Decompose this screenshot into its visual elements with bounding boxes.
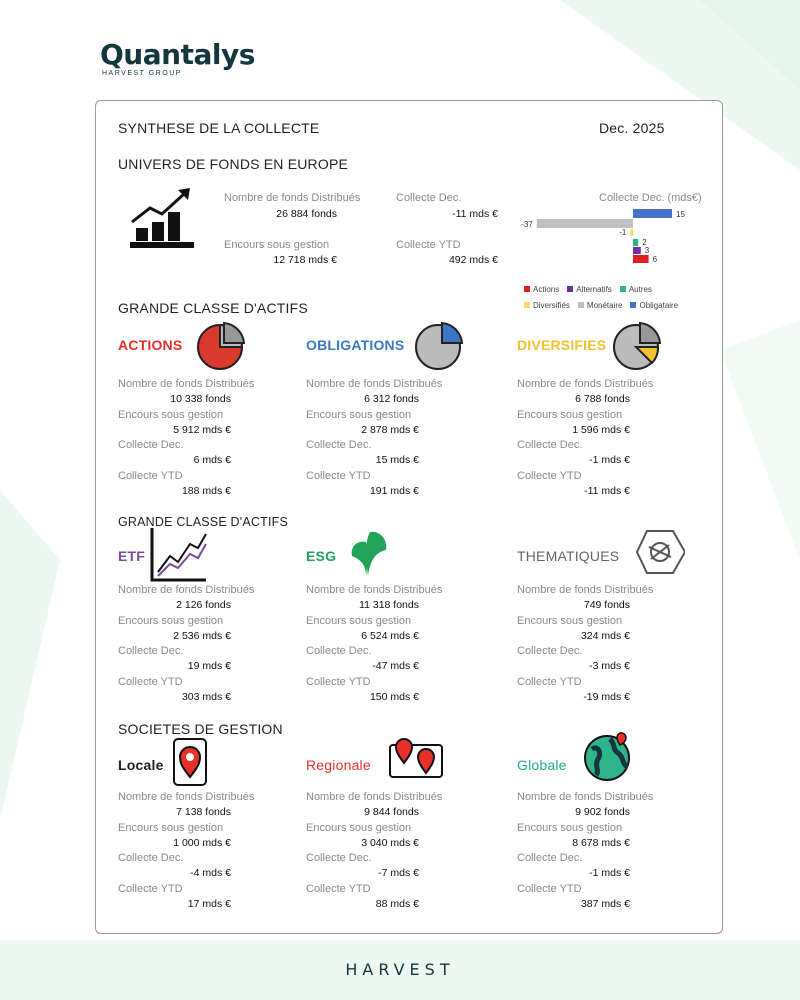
encours-value: 2 536 mds € [173, 629, 231, 642]
ytd-label: Collecte YTD [517, 469, 582, 482]
bar-label-monétaire: -37 [521, 220, 533, 229]
encours-label: Encours sous gestion [306, 821, 412, 834]
section1-item2-title: OBLIGATIONS [306, 337, 405, 353]
dec-value: -1 mds € [589, 867, 630, 879]
section1-item3-title: DIVERSIFIES [517, 337, 607, 353]
ytd-label: Collecte YTD [118, 675, 183, 688]
dec-value: 6 mds € [193, 454, 231, 466]
nb-label: Nombre de fonds Distribués [517, 584, 654, 596]
summary-card [95, 100, 723, 934]
encours-label: Encours sous gestion [306, 408, 412, 421]
ytd-value: 150 mds € [369, 690, 419, 703]
section2-item2-title: ESG [306, 548, 337, 564]
encours-label: Encours sous gestion [517, 821, 623, 834]
ytd-label: Collecte YTD [306, 675, 371, 688]
nb-value: 2 126 fonds [176, 599, 231, 611]
univers-title: UNIVERS DE FONDS EN EUROPE [118, 156, 349, 172]
ytd-label: Collecte YTD [118, 469, 183, 482]
collecte-bar-chart [508, 205, 708, 267]
encours-label: Encours sous gestion [517, 614, 623, 627]
leaf-icon [346, 526, 390, 578]
chart-title: Collecte Dec. (mds€) [599, 192, 702, 204]
ytd-value: 188 mds € [181, 484, 231, 497]
univers-encours-value: 12 718 mds € [273, 254, 337, 266]
nb-value: 7 138 fonds [176, 806, 231, 818]
bar-label-alternatifs: 3 [644, 246, 650, 255]
nb-label: Nombre de fonds Distribués [517, 378, 654, 390]
dec-value: 19 mds € [187, 660, 231, 672]
pie-chart-icon [414, 321, 466, 373]
univers-encours-label: Encours sous gestion [224, 239, 330, 251]
dec-value: -1 mds € [589, 454, 630, 466]
encours-label: Encours sous gestion [118, 821, 224, 834]
ytd-label: Collecte YTD [118, 882, 183, 895]
univers-ytd-value: 492 mds € [448, 254, 498, 266]
nb-value: 9 844 fonds [364, 806, 419, 818]
ytd-value: 303 mds € [181, 690, 231, 703]
encours-value: 8 678 mds € [572, 836, 630, 849]
nb-label: Nombre de fonds Distribués [118, 791, 255, 803]
nb-label: Nombre de fonds Distribués [118, 378, 255, 390]
dec-label: Collecte Dec. [118, 439, 184, 451]
growth-chart-icon [126, 186, 198, 252]
encours-value: 1 000 mds € [173, 836, 231, 849]
legend-swatch [630, 302, 636, 308]
dec-label: Collecte Dec. [118, 852, 184, 864]
encours-value: 5 912 mds € [173, 423, 231, 436]
ytd-value: -11 mds € [584, 484, 630, 497]
ytd-label: Collecte YTD [306, 882, 371, 895]
dec-label: Collecte Dec. [306, 645, 372, 657]
bar-diversifiés [630, 229, 633, 236]
map-pins-icon [388, 735, 444, 779]
dec-value: -47 mds € [372, 660, 419, 672]
legend-swatch [524, 286, 530, 292]
bar-actions [633, 255, 649, 263]
dec-value: -4 mds € [190, 867, 231, 879]
univers-nb-value: 26 884 fonds [276, 208, 337, 220]
dec-label: Collecte Dec. [517, 645, 583, 657]
bar-label-autres: 2 [642, 238, 647, 247]
nb-value: 6 788 fonds [575, 393, 630, 405]
section3-item1-title: Locale [118, 757, 164, 773]
legend-label: Autres [628, 285, 652, 294]
legend-label: Alternatifs [576, 285, 612, 294]
nb-label: Nombre de fonds Distribués [306, 378, 443, 390]
pie-chart-icon [196, 321, 248, 373]
bar-monétaire [537, 219, 633, 228]
section1-item1-stats [118, 378, 298, 500]
ytd-value: 17 mds € [187, 897, 231, 910]
dec-value: 15 mds € [375, 454, 419, 466]
legend-label: Diversifiés [533, 301, 570, 310]
footer-logo: HARVEST [345, 960, 455, 979]
dec-label: Collecte Dec. [517, 439, 583, 451]
section3-item2-stats [306, 791, 486, 913]
nb-label: Nombre de fonds Distribués [118, 584, 255, 596]
nb-label: Nombre de fonds Distribués [306, 584, 443, 596]
bar-label-obligataire: 15 [676, 210, 685, 219]
bar-obligataire [633, 209, 672, 218]
bar-label-actions: 6 [652, 255, 658, 264]
section2-item3-title: THEMATIQUES [517, 548, 620, 564]
legend-swatch [524, 302, 530, 308]
section1-title: GRANDE CLASSE D'ACTIFS [118, 300, 308, 316]
legend-item [630, 301, 678, 310]
encours-value: 6 524 mds € [361, 629, 419, 642]
legend-swatch [567, 286, 573, 292]
encours-label: Encours sous gestion [306, 614, 412, 627]
nb-label: Nombre de fonds Distribués [306, 791, 443, 803]
encours-value: 3 040 mds € [361, 836, 419, 849]
dec-value: -7 mds € [378, 867, 419, 879]
legend-label: Actions [533, 285, 560, 294]
dec-value: -3 mds € [589, 660, 630, 672]
legend-item [567, 285, 612, 294]
nb-value: 10 338 fonds [170, 393, 231, 405]
ytd-value: -19 mds € [583, 690, 630, 703]
bar-label-diversifiés: -1 [619, 228, 627, 237]
legend-item [620, 285, 652, 294]
globe-icon [582, 731, 634, 783]
section2-item1-title: ETF [118, 548, 146, 564]
nb-label: Nombre de fonds Distribués [517, 791, 654, 803]
section2-title: GRANDE CLASSE D'ACTIFS [118, 515, 289, 529]
ytd-value: 191 mds € [369, 484, 419, 497]
section3-item2-title: Regionale [306, 757, 371, 773]
dec-label: Collecte Dec. [306, 852, 372, 864]
map-pin-icon [172, 737, 208, 787]
univers-dec-value: -11 mds € [452, 208, 498, 220]
chart-legend [524, 279, 724, 311]
section3-item1-stats [118, 791, 298, 913]
ytd-value: 88 mds € [375, 897, 419, 910]
nb-value: 6 312 fonds [364, 393, 419, 405]
legend-swatch [620, 286, 626, 292]
legend-item [578, 301, 623, 310]
legend-label: Obligataire [639, 301, 679, 310]
nb-value: 9 902 fonds [575, 806, 630, 818]
line-chart-icon [148, 526, 208, 584]
legend-item [524, 285, 559, 294]
ytd-label: Collecte YTD [306, 469, 371, 482]
univers-nb-label: Nombre de fonds Distribués [224, 192, 361, 204]
section3-title: SOCIETES DE GESTION [118, 721, 283, 737]
section3-item3-title: Globale [517, 757, 567, 773]
dec-label: Collecte Dec. [517, 852, 583, 864]
encours-value: 1 596 mds € [572, 423, 630, 436]
legend-swatch [578, 302, 584, 308]
section1-item1-title: ACTIONS [118, 337, 183, 353]
ytd-value: 387 mds € [580, 897, 630, 910]
legend-label: Monétaire [586, 301, 623, 310]
section1-item3-stats [517, 378, 697, 500]
dec-label: Collecte Dec. [306, 439, 372, 451]
encours-label: Encours sous gestion [517, 408, 623, 421]
brand-name: Quantalys [100, 38, 255, 71]
quantalys-logo [100, 40, 255, 77]
nb-value: 11 318 fonds [359, 599, 419, 611]
section3-item3-stats [517, 791, 697, 913]
encours-value: 2 878 mds € [361, 423, 419, 436]
bar-autres [633, 239, 638, 246]
section2-item1-stats [118, 584, 298, 706]
nb-value: 749 fonds [583, 599, 630, 611]
ytd-label: Collecte YTD [517, 675, 582, 688]
pie-chart-icon [612, 321, 664, 373]
section1-item2-stats [306, 378, 486, 500]
encours-label: Encours sous gestion [118, 614, 224, 627]
legend-item [524, 301, 570, 310]
report-title: SYNTHESE DE LA COLLECTE [118, 120, 320, 136]
thematic-hexagon-icon [635, 529, 685, 575]
report-date: Dec. 2025 [599, 120, 665, 136]
brand-subtitle: HARVEST GROUP [102, 70, 182, 77]
section2-item3-stats [517, 584, 697, 706]
univers-ytd-label: Collecte YTD [396, 239, 461, 251]
bar-alternatifs [633, 247, 641, 254]
ytd-label: Collecte YTD [517, 882, 582, 895]
encours-value: 324 mds € [580, 629, 630, 642]
dec-label: Collecte Dec. [118, 645, 184, 657]
univers-dec-label: Collecte Dec. [396, 192, 462, 204]
section2-item2-stats [306, 584, 486, 706]
encours-label: Encours sous gestion [118, 408, 224, 421]
